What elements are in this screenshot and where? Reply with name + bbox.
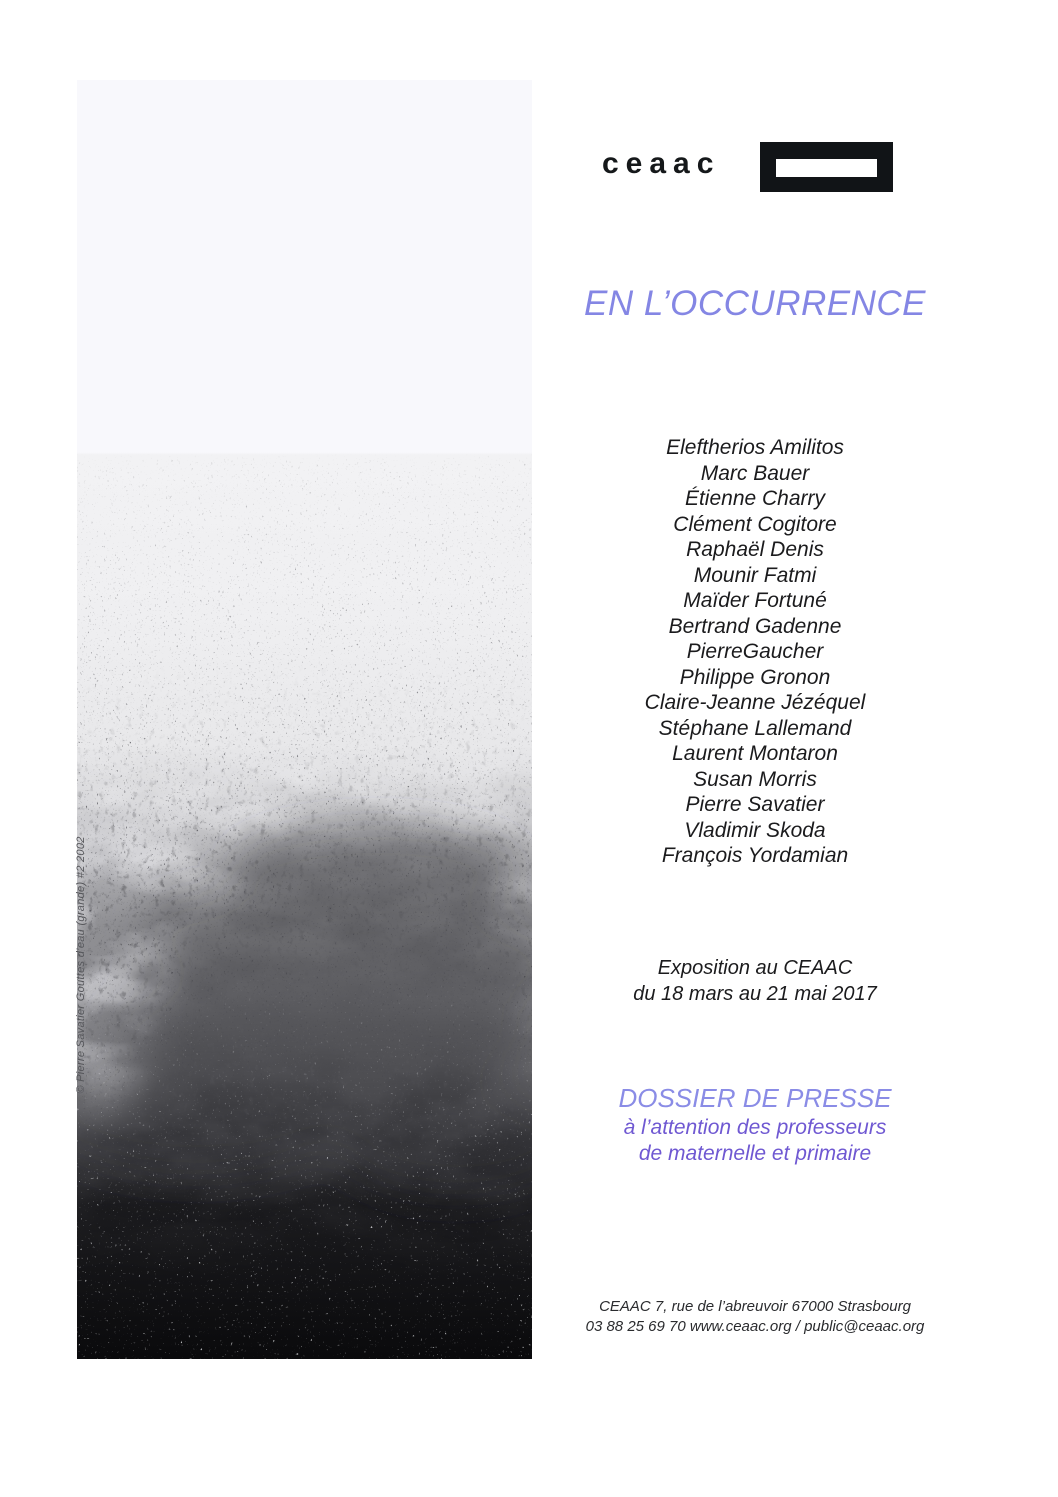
artist-name: Philippe Gronon xyxy=(679,665,831,689)
artist-name: Bertrand Gadenne xyxy=(668,614,842,638)
exhibition-dates-line: du 18 mars au 21 mai 2017 xyxy=(633,983,877,1005)
artist-name: Raphaël Denis xyxy=(686,538,824,561)
droplets-photo-svg xyxy=(77,80,532,1359)
artist-name: Susan Morris xyxy=(693,767,817,791)
artist-name: Vladimir Skoda xyxy=(684,818,826,842)
artist-name: Clément Cogitore xyxy=(673,512,837,536)
exhibition-dates xyxy=(545,955,965,1007)
press-kit-title: DOSSIER DE PRESSE xyxy=(618,1083,892,1113)
artist-name: Marc Bauer xyxy=(700,461,810,485)
exhibition-title: EN L’OCCURRENCE xyxy=(584,284,926,323)
droplets-photo xyxy=(77,80,532,1359)
artist-name: Pierre Savatier xyxy=(685,793,825,816)
contact-footer xyxy=(535,1297,975,1336)
artist-name: Laurent Montaron xyxy=(672,742,838,765)
artist-name: Maïder Fortuné xyxy=(683,589,827,612)
artist-name: PierreGaucher xyxy=(686,640,824,663)
artist-list xyxy=(545,435,965,869)
frame-rectangle-icon xyxy=(760,142,893,192)
artist-name: Étienne Charry xyxy=(684,487,826,510)
frame-rectangle-icon-inner xyxy=(776,159,877,177)
contact-phone-web-line: 03 88 25 69 70 www.ceaac.org / public@ceaac.org xyxy=(585,1317,925,1335)
press-kit-subtitle-line1: à l’attention des professeurs xyxy=(623,1116,887,1139)
artist-name: Eleftherios Amilitos xyxy=(666,436,844,459)
exhibition-venue-line: Exposition au CEAAC xyxy=(657,957,853,979)
press-kit-subtitle-line2: de maternelle et primaire xyxy=(638,1142,872,1165)
press-kit-subtitle xyxy=(545,1115,965,1167)
artist-name: Mounir Fatmi xyxy=(693,563,817,587)
photo-credit-caption: © Pierre Savatier Gouttes d’eau (grande) #2 2002 xyxy=(75,836,87,1094)
contact-address-line: CEAAC 7, rue de l’abreuvoir 67000 Strasbourg xyxy=(599,1298,911,1315)
ceaac-wordmark: ceaac xyxy=(602,147,721,180)
artist-name: Claire-Jeanne Jézéquel xyxy=(644,691,866,714)
artist-name: François Yordamian xyxy=(661,844,849,867)
artist-name: Stéphane Lallemand xyxy=(658,716,852,740)
